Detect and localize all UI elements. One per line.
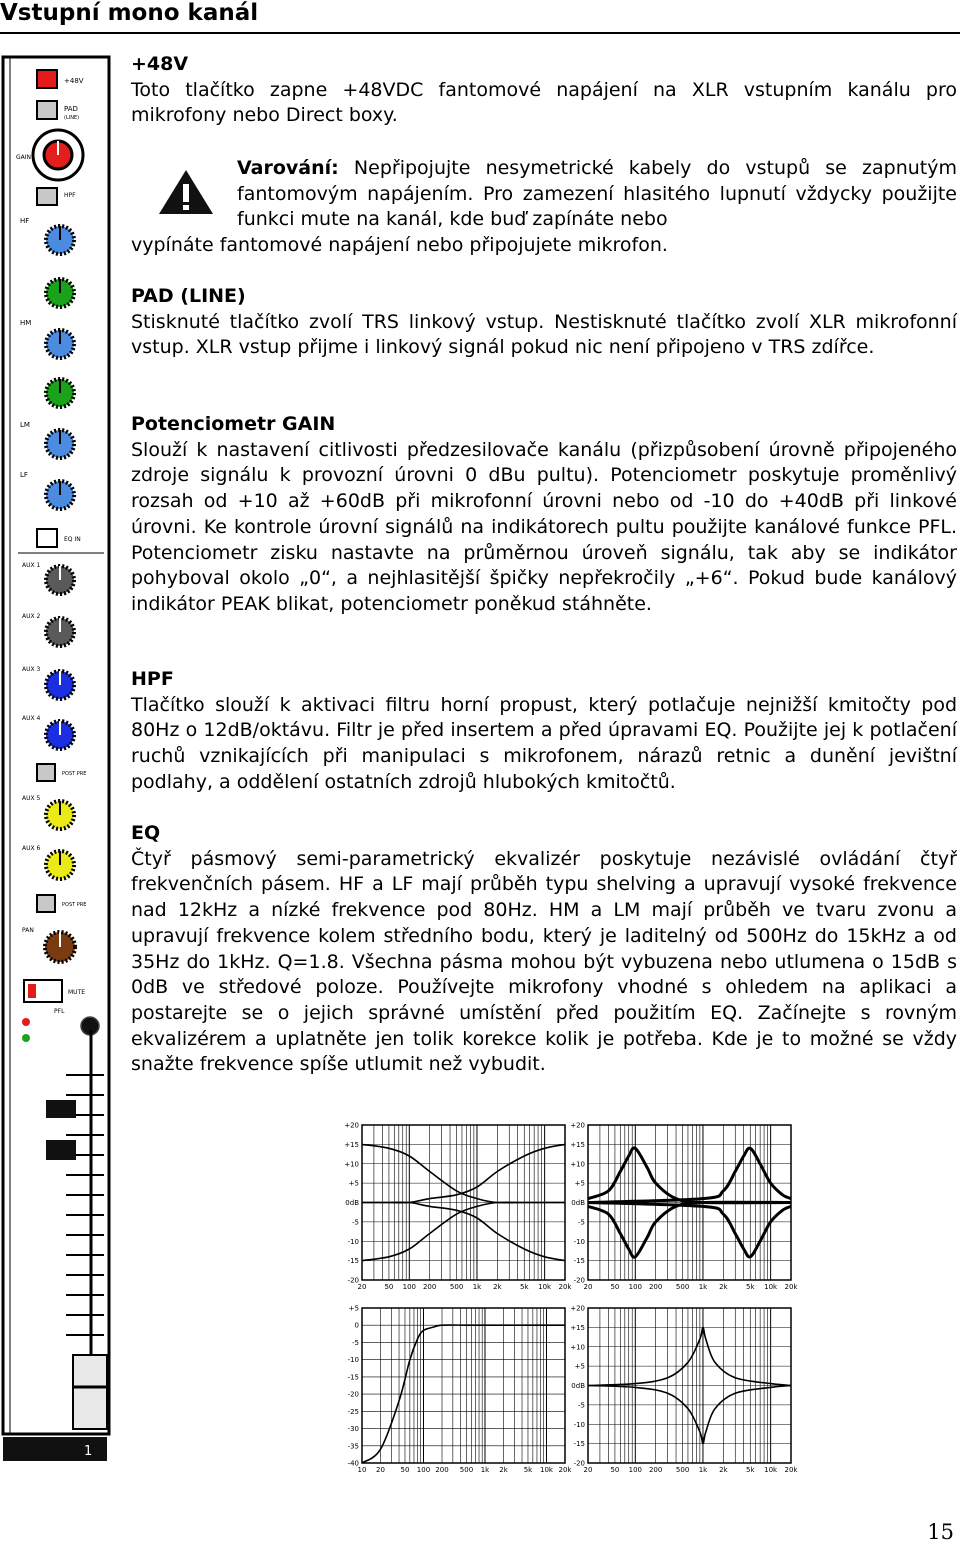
chart-x-tick-label: 20 [357, 1283, 367, 1291]
svg-text:HF: HF [20, 217, 30, 225]
chart-y-tick-label: 0dB [571, 1199, 585, 1207]
chart-x-tick-label: 5k [746, 1283, 755, 1291]
chart-y-tick-label: -20 [573, 1276, 585, 1285]
page-number: 15 [927, 1520, 954, 1544]
svg-text:POST PRE: POST PRE [62, 771, 87, 777]
hpf-button [37, 188, 57, 205]
svg-text:GAIN: GAIN [16, 154, 32, 161]
svg-text:PFL: PFL [54, 1008, 65, 1015]
section-phantom [131, 52, 957, 129]
chart-y-tick-label: -5 [352, 1218, 359, 1227]
svg-text:PAN: PAN [22, 927, 34, 934]
chart-x-tick-label: 10k [540, 1466, 553, 1474]
section-pad [131, 284, 957, 361]
chart-x-tick-label: 5k [746, 1466, 755, 1474]
chart-y-tick-label: -25 [347, 1407, 359, 1416]
warning-text: Nepřipojujte nesymetrické kabely do vstupů se zapnutým fantomovým napájením. Pro zamezení hlasitého lupnutí vždycky použijte funkci mute na kanál, kde buď zapínáte nebo [237, 157, 957, 231]
eq-in-button [37, 529, 57, 547]
chart-y-tick-label: -15 [347, 1257, 359, 1266]
chart-y-tick-label: -20 [347, 1390, 359, 1399]
chart-y-tick-label: +5 [574, 1179, 585, 1188]
chart-y-tick-label: +5 [574, 1362, 585, 1371]
chart-x-tick-label: 200 [422, 1283, 437, 1291]
chart-x-tick-label: 50 [610, 1283, 620, 1291]
chart-y-tick-label: 0dB [571, 1382, 585, 1390]
chart-x-tick-label: 50 [610, 1466, 620, 1474]
eq-chart-2 [570, 1122, 798, 1292]
heading-gain: Potenciometr GAIN [131, 413, 336, 435]
chart-x-tick-label: 10 [357, 1466, 367, 1474]
chart-y-tick-label: +5 [348, 1304, 359, 1313]
heading-hpf: HPF [131, 668, 174, 690]
chart-x-tick-label: 1k [472, 1283, 482, 1291]
svg-text:POST PRE: POST PRE [62, 902, 87, 908]
svg-text:LM: LM [20, 421, 30, 429]
svg-text:AUX 6: AUX 6 [22, 845, 41, 852]
warning-label: Varování: [237, 157, 339, 179]
chart-y-tick-label: -10 [573, 1237, 585, 1246]
post-pre-button-2 [37, 895, 55, 912]
chart-frame [362, 1308, 565, 1463]
chart-y-tick-label: +10 [570, 1160, 585, 1169]
svg-text:AUX 1: AUX 1 [22, 562, 41, 569]
chart-x-tick-label: 100 [402, 1283, 416, 1291]
text-eq: Čtyř pásmový semi-parametrický ekvalizér poskytuje nezávislé ovládání čtyř frekvenčních pásem. HF a LF mají průběh typu shelving a upravují vysoké frekvence nad 12kHz a nízké frekvence pod 80Hz. HM a LM mají průběh ve tvaru zvonu a upravují frekvence kolem středního bodu, který je laditelný od 500Hz do 15kHz a od 35Hz do 1kHz. Q=1.8. Všechna pásma mohou být vybuzena nebo utlumena o 15dB s 0dB ve středové poloze. Používejte mikrofony vhodné s ohledem na aplikaci a postarejte se o jejich správné umístění před použitím EQ. Začínejte s rovným ekvalizérem a uplatněte jen tolik korekce kolik je potřeba. Kde je to možné se vždy snažte frekvence spíše utlumit než vybudit. [131, 847, 957, 1076]
chart-x-tick-label: 50 [400, 1466, 410, 1474]
chart-x-tick-label: 5k [520, 1283, 529, 1291]
chart-y-tick-label: -35 [347, 1442, 359, 1451]
chart-y-tick-label: +15 [570, 1140, 585, 1149]
peak-led [22, 1018, 30, 1026]
warning-text-last: vypínáte fantomové napájení nebo připojujete mikrofon. [131, 234, 668, 257]
text-phantom: Toto tlačítko zapne +48VDC fantomové napájení na XLR vstupním kanálu pro mikrofony nebo Direct boxy. [131, 78, 957, 127]
title-rule [0, 32, 960, 34]
section-warning [131, 156, 957, 259]
chart-x-tick-label: 200 [648, 1283, 663, 1291]
text-gain: Slouží k nastavení citlivosti předzesilovače kanálu (přizpůsobení úrovně připojeného zdroje signálu k provozní úrovni 0 dBu pultu). Potenciometr poskytuje proměnlivý rozsah od +10 až +60dB při mikrofonní úrovni nebo od -10 do +40dB při linkové úrovni. Ke kontrole úrovní signálů na indikátorech pultu použijte kanálové funkce PFL. Potenciometr zisku nastavte na průměrnou úroveň signálu, tak aby se indikátor pohyboval okolo „0“, a nejhlasitější špičky nepřekročily „+6“. Pokud bude kanálový indikátor PEAK blikat, potenciometr poněkud stáhněte. [131, 438, 957, 615]
chart-x-tick-label: 500 [449, 1283, 464, 1291]
chart-y-tick-label: 0 [354, 1321, 359, 1330]
chart-x-tick-label: 2k [493, 1283, 502, 1291]
chart-x-tick-label: 20k [558, 1283, 572, 1291]
chart-x-tick-label: 500 [675, 1283, 690, 1291]
chart-y-tick-label: +10 [570, 1343, 585, 1352]
chart-x-tick-label: 200 [435, 1466, 449, 1474]
section-eq [131, 821, 957, 1078]
chart-y-tick-label: +5 [348, 1179, 359, 1188]
chart-x-tick-label: 100 [628, 1283, 642, 1291]
chart-x-tick-label: 20k [558, 1466, 572, 1474]
chart-x-tick-label: 2k [719, 1283, 728, 1291]
chart-y-tick-label: -5 [578, 1218, 585, 1227]
warning-icon [157, 168, 215, 216]
chart-y-tick-label: +20 [570, 1304, 585, 1313]
channel-number: 1 [84, 1444, 93, 1459]
chart-y-tick-label: +15 [344, 1140, 359, 1149]
eq-response-charts [330, 1115, 800, 1480]
channel-strip-illustration [0, 55, 115, 1465]
chart-y-tick-label: -10 [347, 1237, 359, 1246]
svg-text:(LINE): (LINE) [64, 115, 80, 121]
chart-x-tick-label: 20 [376, 1466, 385, 1474]
chart-x-tick-label: 100 [416, 1466, 431, 1474]
eq-chart-1 [344, 1122, 572, 1292]
chart-y-tick-label: +10 [344, 1160, 359, 1169]
svg-text:HPF: HPF [64, 192, 76, 199]
chart-y-tick-label: -15 [573, 1257, 585, 1266]
chart-y-tick-label: -40 [347, 1459, 359, 1468]
strip-label-48v: +48V [64, 77, 84, 85]
section-gain [131, 412, 957, 618]
svg-text:HM: HM [20, 319, 32, 327]
svg-text:LF: LF [20, 471, 28, 479]
heading-phantom: +48V [131, 53, 189, 75]
chart-y-tick-label: 0dB [345, 1199, 359, 1207]
phantom-button [37, 70, 57, 88]
svg-text:AUX 3: AUX 3 [22, 666, 41, 673]
chart-y-tick-label: -10 [573, 1420, 585, 1429]
chart-y-tick-label: -20 [573, 1459, 585, 1468]
pad-button [37, 101, 57, 119]
heading-eq: EQ [131, 822, 161, 844]
channel-fader [73, 1355, 107, 1429]
svg-text:MUTE: MUTE [68, 989, 86, 996]
chart-x-tick-label: 20k [784, 1283, 798, 1291]
svg-text:AUX 4: AUX 4 [22, 715, 41, 722]
chart-x-tick-label: 500 [675, 1466, 690, 1474]
chart-y-tick-label: +15 [570, 1323, 585, 1332]
svg-text:AUX 2: AUX 2 [22, 613, 41, 620]
chart-y-tick-label: -30 [347, 1425, 359, 1434]
chart-x-tick-label: 20 [583, 1466, 593, 1474]
chart-x-tick-label: 1k [480, 1466, 490, 1474]
chart-x-tick-label: 500 [459, 1466, 474, 1474]
chart-y-tick-label: -5 [578, 1401, 585, 1410]
chart-x-tick-label: 200 [648, 1466, 663, 1474]
chart-x-tick-label: 100 [628, 1466, 642, 1474]
chart-x-tick-label: 20 [583, 1283, 593, 1291]
chart-x-tick-label: 10k [764, 1466, 778, 1474]
eq-chart-4 [570, 1305, 798, 1475]
chart-y-tick-label: -15 [347, 1373, 359, 1382]
chart-x-tick-label: 2k [499, 1466, 508, 1474]
eq-chart-3 [348, 1305, 573, 1475]
page-title: Vstupní mono kanál [0, 0, 259, 26]
post-pre-button-1 [37, 764, 55, 781]
text-pad: Stisknuté tlačítko zvolí TRS linkový vstup. Nestisknuté tlačítko zvolí XLR mikrofonní vstup. XLR vstup přijme i linkový signál pokud nic není připojeno v TRS zdířce. [131, 310, 957, 359]
chart-y-tick-label: -20 [347, 1276, 359, 1285]
signal-led [22, 1034, 30, 1042]
chart-x-tick-label: 1k [698, 1466, 708, 1474]
svg-text:AUX 5: AUX 5 [22, 795, 41, 802]
chart-y-tick-label: +20 [570, 1121, 585, 1130]
chart-x-tick-label: 20k [784, 1466, 798, 1474]
chart-x-tick-label: 1k [698, 1283, 708, 1291]
chart-y-tick-label: -5 [352, 1338, 359, 1347]
chart-x-tick-label: 5k [523, 1466, 533, 1474]
svg-text:PAD: PAD [64, 105, 78, 113]
chart-y-tick-label: -15 [573, 1440, 585, 1449]
svg-text:EQ IN: EQ IN [64, 536, 81, 543]
chart-x-tick-label: 2k [719, 1466, 728, 1474]
chart-x-tick-label: 10k [538, 1283, 552, 1291]
chart-y-tick-label: -10 [347, 1356, 359, 1365]
chart-x-tick-label: 10k [764, 1283, 778, 1291]
section-hpf [131, 667, 957, 796]
chart-x-tick-label: 50 [384, 1283, 394, 1291]
heading-pad: PAD (LINE) [131, 285, 246, 307]
text-hpf: Tlačítko slouží k aktivaci filtru horní propust, který potlačuje nejnižší kmitočty pod 80Hz o 12dB/oktávu. Filtr je před insertem a před úpravami EQ. Použijte jej k potlačení ruchů vznikajících při manipulaci s mikrofonem, nárazů retnic a dunění jevištní podlahy, a oddělení ostatních zdrojů hlubokých kmitočtů. [131, 693, 957, 793]
chart-y-tick-label: +20 [344, 1121, 359, 1130]
